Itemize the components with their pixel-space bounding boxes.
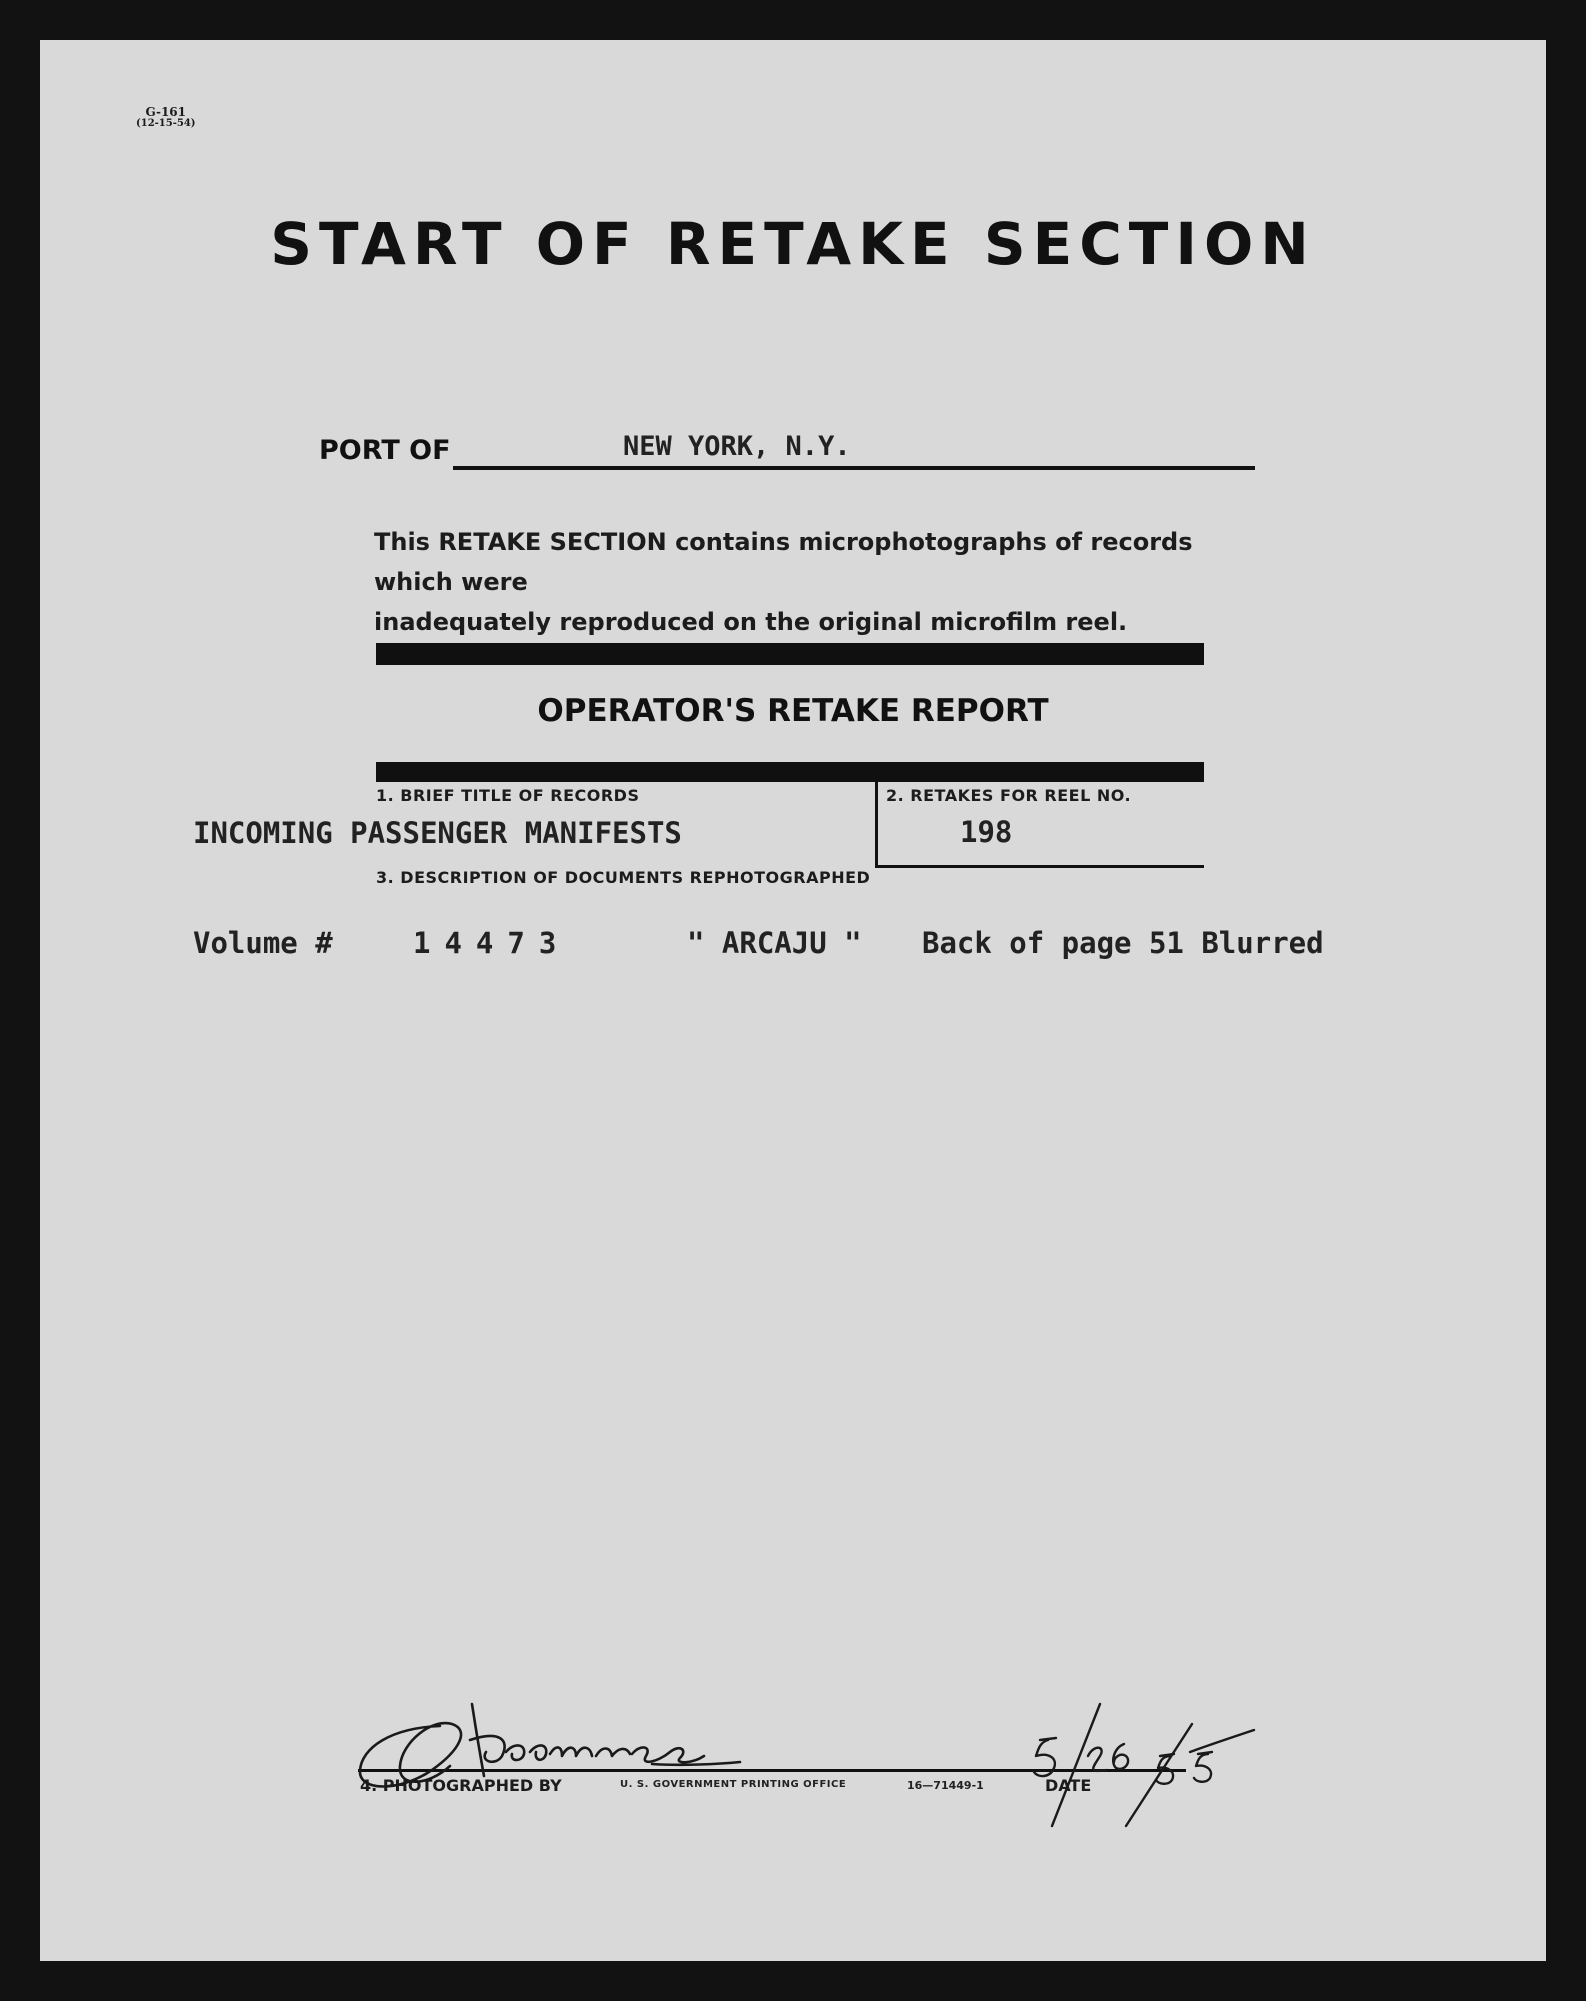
page-title: START OF RETAKE SECTION [270, 210, 1316, 278]
form-revision-date: (12-15-54) [136, 118, 196, 129]
photographer-signature [360, 1704, 740, 1787]
ship-name: " ARCAJU " [687, 926, 862, 960]
photographed-by-label: 4. PHOTOGRAPHED BY [360, 1776, 562, 1795]
date-label: DATE [1045, 1776, 1092, 1795]
printer-imprint: U. S. GOVERNMENT PRINTING OFFICE [620, 1779, 847, 1790]
port-value: NEW YORK, N.Y. [623, 431, 851, 462]
retake-note: Back of page 51 Blurred [922, 926, 1324, 960]
intro-line-1: This RETAKE SECTION contains microphotographs of records which were [374, 528, 1193, 596]
volume-number: 14473 [413, 926, 571, 960]
reel-number-value: 198 [960, 815, 1013, 849]
intro-line-2: inadequately reproduced on the original microfilm reel. [374, 608, 1128, 636]
printer-code: 16—71449-1 [907, 1779, 984, 1792]
description-label: 3. DESCRIPTION OF DOCUMENTS REPHOTOGRAPHED [376, 868, 871, 887]
handwriting-layer [40, 40, 1546, 1961]
volume-label: Volume # [193, 926, 333, 960]
reel-number-label: 2. RETAKES FOR REEL NO. [886, 786, 1132, 805]
records-title-value: INCOMING PASSENGER MANIFESTS [193, 816, 682, 850]
form-number: G-161 [145, 105, 186, 119]
records-title-label: 1. BRIEF TITLE OF RECORDS [376, 786, 640, 805]
port-label: PORT OF [319, 435, 451, 466]
report-title: OPERATOR'S RETAKE REPORT [537, 693, 1049, 729]
form-sheet [40, 40, 1546, 1961]
handwritten-date [1034, 1704, 1254, 1826]
